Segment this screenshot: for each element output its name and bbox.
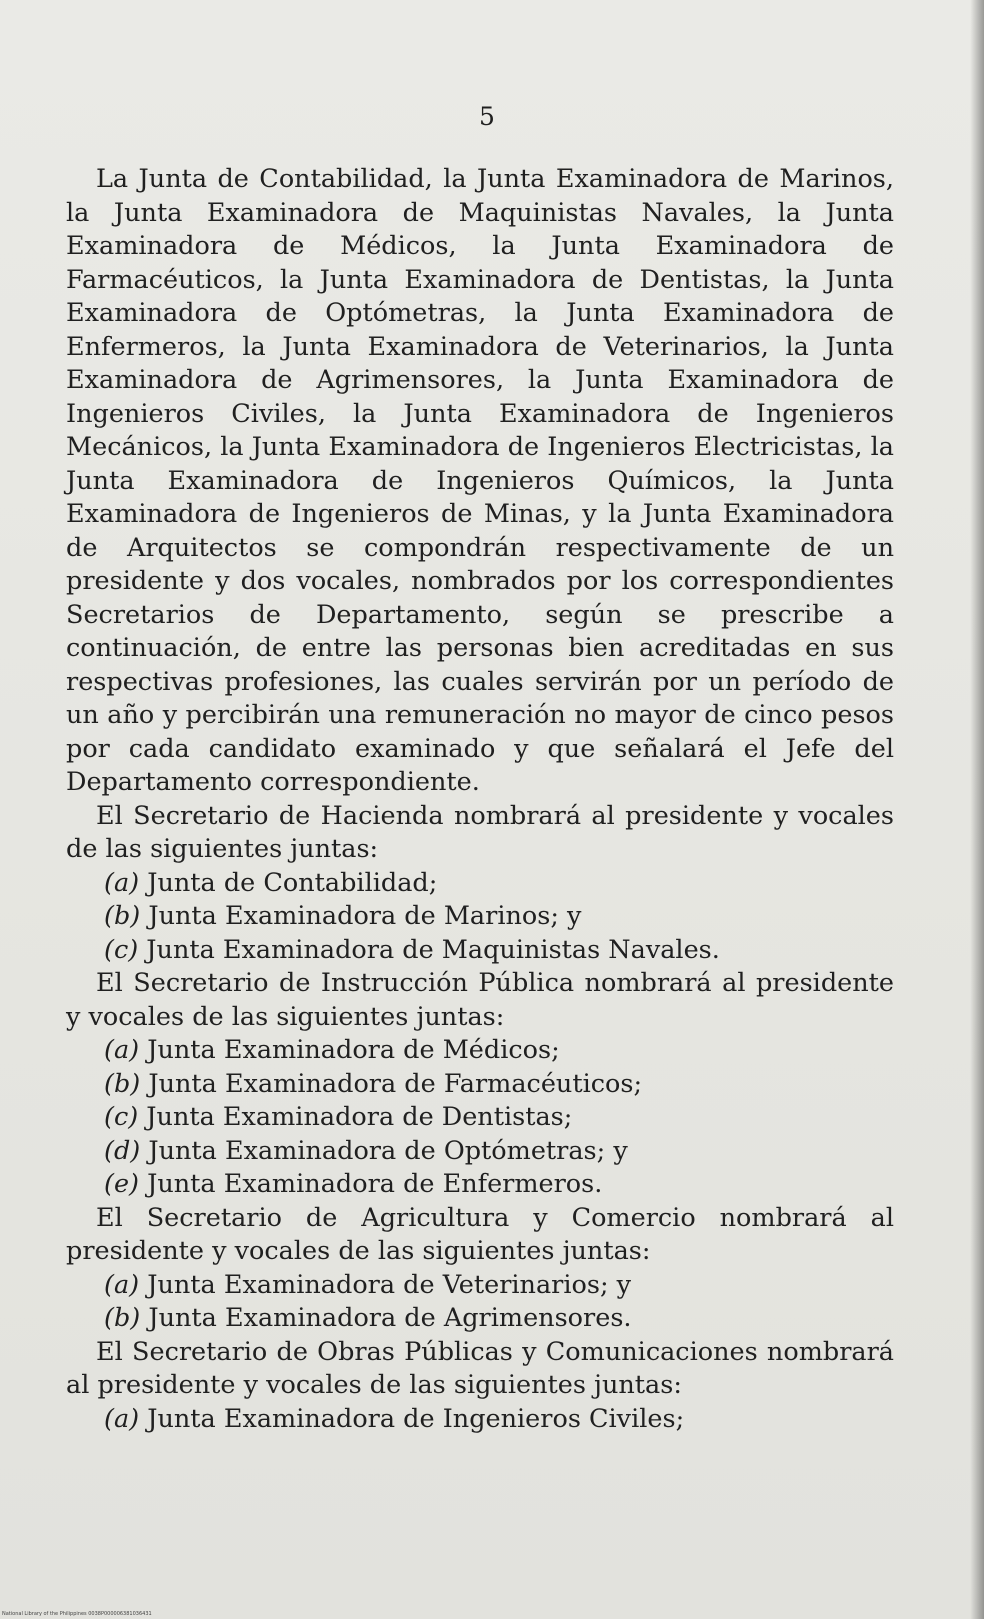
list-item: (d) Junta Examinadora de Optómetras; y [104,1135,628,1166]
list-item: (a) Junta de Contabilidad; [104,867,438,898]
paragraph-secretario-agricultura: El Secretario de Agricultura y Comercio nombrará al presidente y vocales de las siguientes juntas: [66,1202,894,1266]
list-item: (e) Junta Examinadora de Enfermeros. [104,1169,603,1199]
paragraph-secretario-obras: El Secretario de Obras Públicas y Comunicaciones nombrará al presidente y vocales de las siguientes juntas: [66,1336,894,1400]
paragraph-secretario-hacienda: El Secretario de Hacienda nombrará al presidente y vocales de las siguientes juntas: [66,800,894,864]
list-item: (b) Junta Examinadora de Farmacéuticos; [104,1068,643,1099]
list-item: (a) Junta Examinadora de Médicos; [104,1035,560,1065]
paragraph-secretario-instruccion: El Secretario de Instrucción Pública nombrará al presidente y vocales de las siguientes juntas: [66,968,894,1032]
page-number: 5 [479,102,495,131]
paragraph-juntas-composition: La Junta de Contabilidad, la Junta Examinadora de Marinos, la Junta Examinadora de Maquinistas Navales, la Junta Examinadora de Médicos, la Junta Examinadora de Farmacéuticos, la Junta Examinadora de Dentistas, la Junta Examinadora de Optómetras, la Junta Examinadora de Enfermeros, la Junta Examinadora de Veterinarios, la Junta Examinadora de Agrimensores, la Junta Examinadora de Ingenieros Civiles, la Junta Examinadora de Ingenieros Mecánicos, la Junta Examinadora de Ingenieros Electricistas, la Junta Examinadora de Ingenieros Químicos, la Junta Examinadora de Ingenieros de Minas, y la Junta Examinadora de Arquitectos se compondrán respectivamente de un presidente y dos vocales, nombrados por los correspondientes Secretarios de Departamento, según se prescribe a continuación, de entre las personas bien acreditadas en sus respectivas profesiones, las cuales servirán por un período de un año y percibirán una remuneración no mayor de cinco pesos por cada candidato examinado y que señalará el Jefe del Departamento correspondiente. [66,164,894,797]
list-item: (a) Junta Examinadora de Veterinarios; y [104,1269,632,1300]
list-item: (c) Junta Examinadora de Dentistas; [104,1102,573,1132]
list-item: (c) Junta Examinadora de Maquinistas Navales. [104,934,720,965]
page-edge-shadow [970,0,984,1619]
list-item: (b) Junta Examinadora de Agrimensores. [104,1303,632,1333]
scan-credit: National Library of the Philippines 0038P000006381036431 [2,1611,152,1617]
list-item: (a) Junta Examinadora de Ingenieros Civiles; [104,1403,685,1434]
list-item: (b) Junta Examinadora de Marinos; y [104,901,582,931]
